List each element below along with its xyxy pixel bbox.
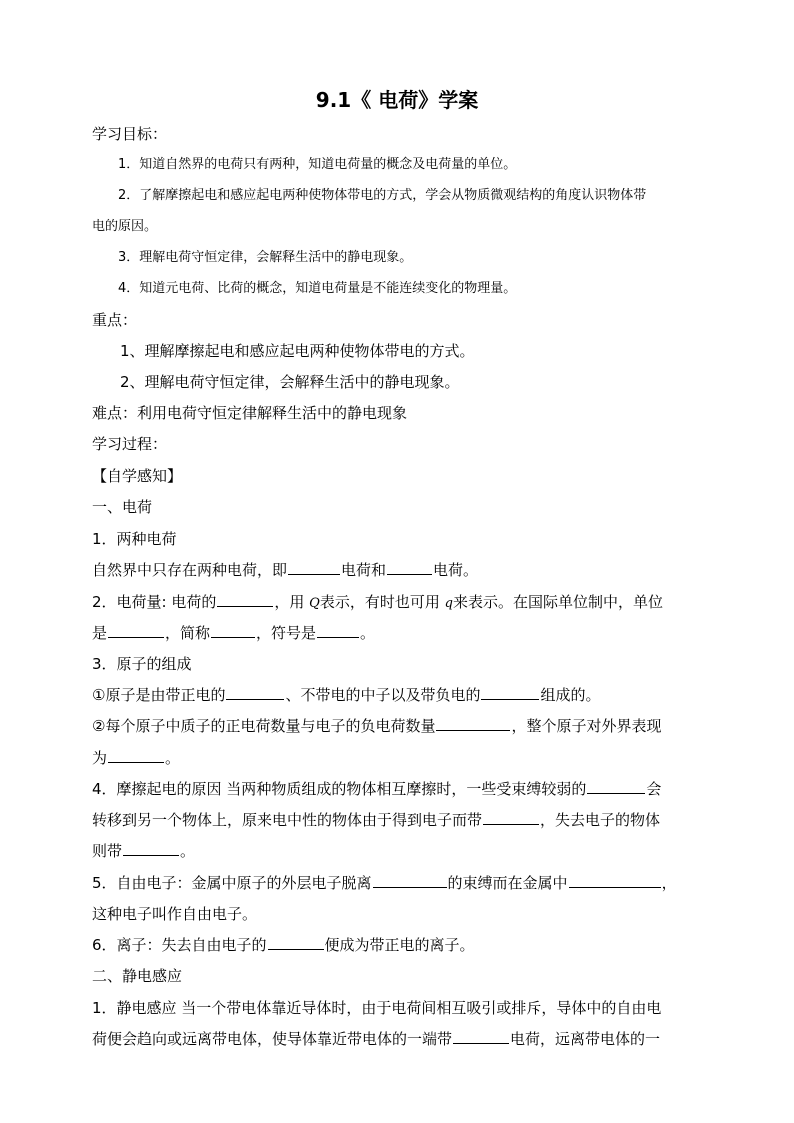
answer-blank[interactable] (108, 748, 164, 763)
answer-blank[interactable] (453, 1029, 509, 1044)
objective-item: 电的原因。 (92, 219, 158, 234)
question-line (92, 1029, 722, 1049)
question-text: ①原子是由带正电的 (92, 686, 226, 704)
question-text: 自然界中只存在两种电荷，即 (92, 561, 288, 579)
question-text: ②每个原子中质子的正电荷数量与电子的负电荷数量 (92, 717, 436, 735)
question-line (92, 560, 722, 580)
answer-blank[interactable] (317, 623, 359, 638)
process-heading: 学习过程： (92, 435, 168, 453)
question-line: 这种电子叫作自由电子。 (92, 905, 258, 923)
question-text: 。 (180, 842, 196, 860)
question-line (92, 592, 722, 614)
objective-item: 4．知道元电荷、比荷的概念，知道电荷量是不能连续变化的物理量。 (118, 281, 517, 296)
answer-blank[interactable] (217, 592, 273, 607)
question-text: ， (661, 874, 677, 892)
objectives-heading: 学习目标： (92, 125, 168, 143)
question-text: ，简称 (165, 624, 211, 642)
section-heading: 一、电荷 (92, 498, 153, 516)
question-text: 4．摩擦起电的原因 当两种物质组成的物体相互摩擦时，一些受束缚较弱的 (92, 780, 587, 798)
question-line: 1．静电感应 当一个带电体靠近导体时，由于电荷间相互吸引或排斥，导体中的自由电 (92, 999, 662, 1017)
question-text: 。 (360, 624, 376, 642)
question-text: 为 (92, 749, 108, 767)
question-line (92, 716, 722, 736)
answer-blank[interactable] (268, 935, 324, 950)
question-text: 组成的。 (540, 686, 601, 704)
answer-blank[interactable] (373, 873, 447, 888)
question-text: 5．自由电子：金属中原子的外层电子脱离 (92, 874, 372, 892)
question-text: 转移到另一个物体上，原来电中性的物体由于得到电子而带 (92, 811, 483, 829)
answer-blank[interactable] (288, 560, 340, 575)
question-line (92, 748, 722, 768)
question-line (92, 685, 722, 705)
question-text: 来表示。在国际单位制中，单位 (452, 593, 663, 611)
question-line (92, 779, 722, 799)
question-text: ，失去电子的物体 (540, 811, 661, 829)
question-text: 。 (165, 749, 181, 767)
question-text: 电荷，远离带电体的一 (510, 1030, 661, 1048)
question-text: 表示，有时也可用 (319, 593, 445, 611)
answer-blank[interactable] (483, 810, 539, 825)
question-text: 电荷和 (341, 561, 387, 579)
answer-blank[interactable] (211, 623, 255, 638)
question-text: 电荷。 (433, 561, 479, 579)
answer-blank[interactable] (108, 623, 164, 638)
question-text: 2．电荷量: 电荷的 (92, 593, 217, 611)
key-points-heading: 重点： (92, 311, 138, 329)
question-text: 、不带电的中子以及带负电的 (285, 686, 481, 704)
subsection-heading: 3．原子的组成 (92, 655, 192, 673)
answer-blank[interactable] (123, 841, 179, 856)
objective-item: 1．知道自然界的电荷只有两种，知道电荷量的概念及电荷量的单位。 (118, 157, 517, 172)
objective-item: 2．了解摩擦起电和感应起电两种使物体带电的方式，学会从物质微观结构的角度认识物体带 (118, 188, 647, 203)
question-line (92, 841, 722, 861)
question-text: 荷便会趋向或远离带电体，使导体靠近带电体的一端带 (92, 1030, 453, 1048)
page-title: 9.1《 电荷》学案 (315, 88, 479, 112)
question-text: 是 (92, 624, 108, 642)
question-line (92, 873, 722, 893)
subsection-heading: 1．两种电荷 (92, 530, 177, 548)
answer-blank[interactable] (226, 685, 284, 700)
answer-blank[interactable] (587, 779, 645, 794)
question-text: ，整个原子对外界表现 (511, 717, 662, 735)
difficulty-line: 难点：利用电荷守恒定律解释生活中的静电现象 (92, 404, 408, 422)
question-text: 便成为带正电的离子。 (324, 936, 475, 954)
symbol-q-upper: Q (309, 596, 320, 611)
answer-blank[interactable] (569, 873, 661, 888)
question-text: 6．离子：失去自由电子的 (92, 936, 267, 954)
question-text: 会 (646, 780, 662, 798)
self-study-heading: 【自学感知】 (92, 467, 183, 485)
answer-blank[interactable] (481, 685, 539, 700)
section-heading: 二、静电感应 (92, 967, 183, 985)
key-point-item: 2、理解电荷守恒定律，会解释生活中的静电现象。 (120, 373, 460, 391)
objective-item: 3．理解电荷守恒定律，会解释生活中的静电现象。 (118, 250, 413, 265)
answer-blank[interactable] (436, 716, 510, 731)
question-text: ，用 (274, 593, 310, 611)
question-text: 的束缚而在金属中 (447, 874, 568, 892)
question-text: 则带 (92, 842, 123, 860)
symbol-q-lower: q (444, 596, 453, 611)
question-line (92, 810, 722, 830)
question-text: ，符号是 (256, 624, 317, 642)
answer-blank[interactable] (387, 560, 432, 575)
key-point-item: 1、理解摩擦起电和感应起电两种使物体带电的方式。 (120, 342, 475, 360)
question-line (92, 623, 722, 643)
question-line (92, 935, 722, 955)
